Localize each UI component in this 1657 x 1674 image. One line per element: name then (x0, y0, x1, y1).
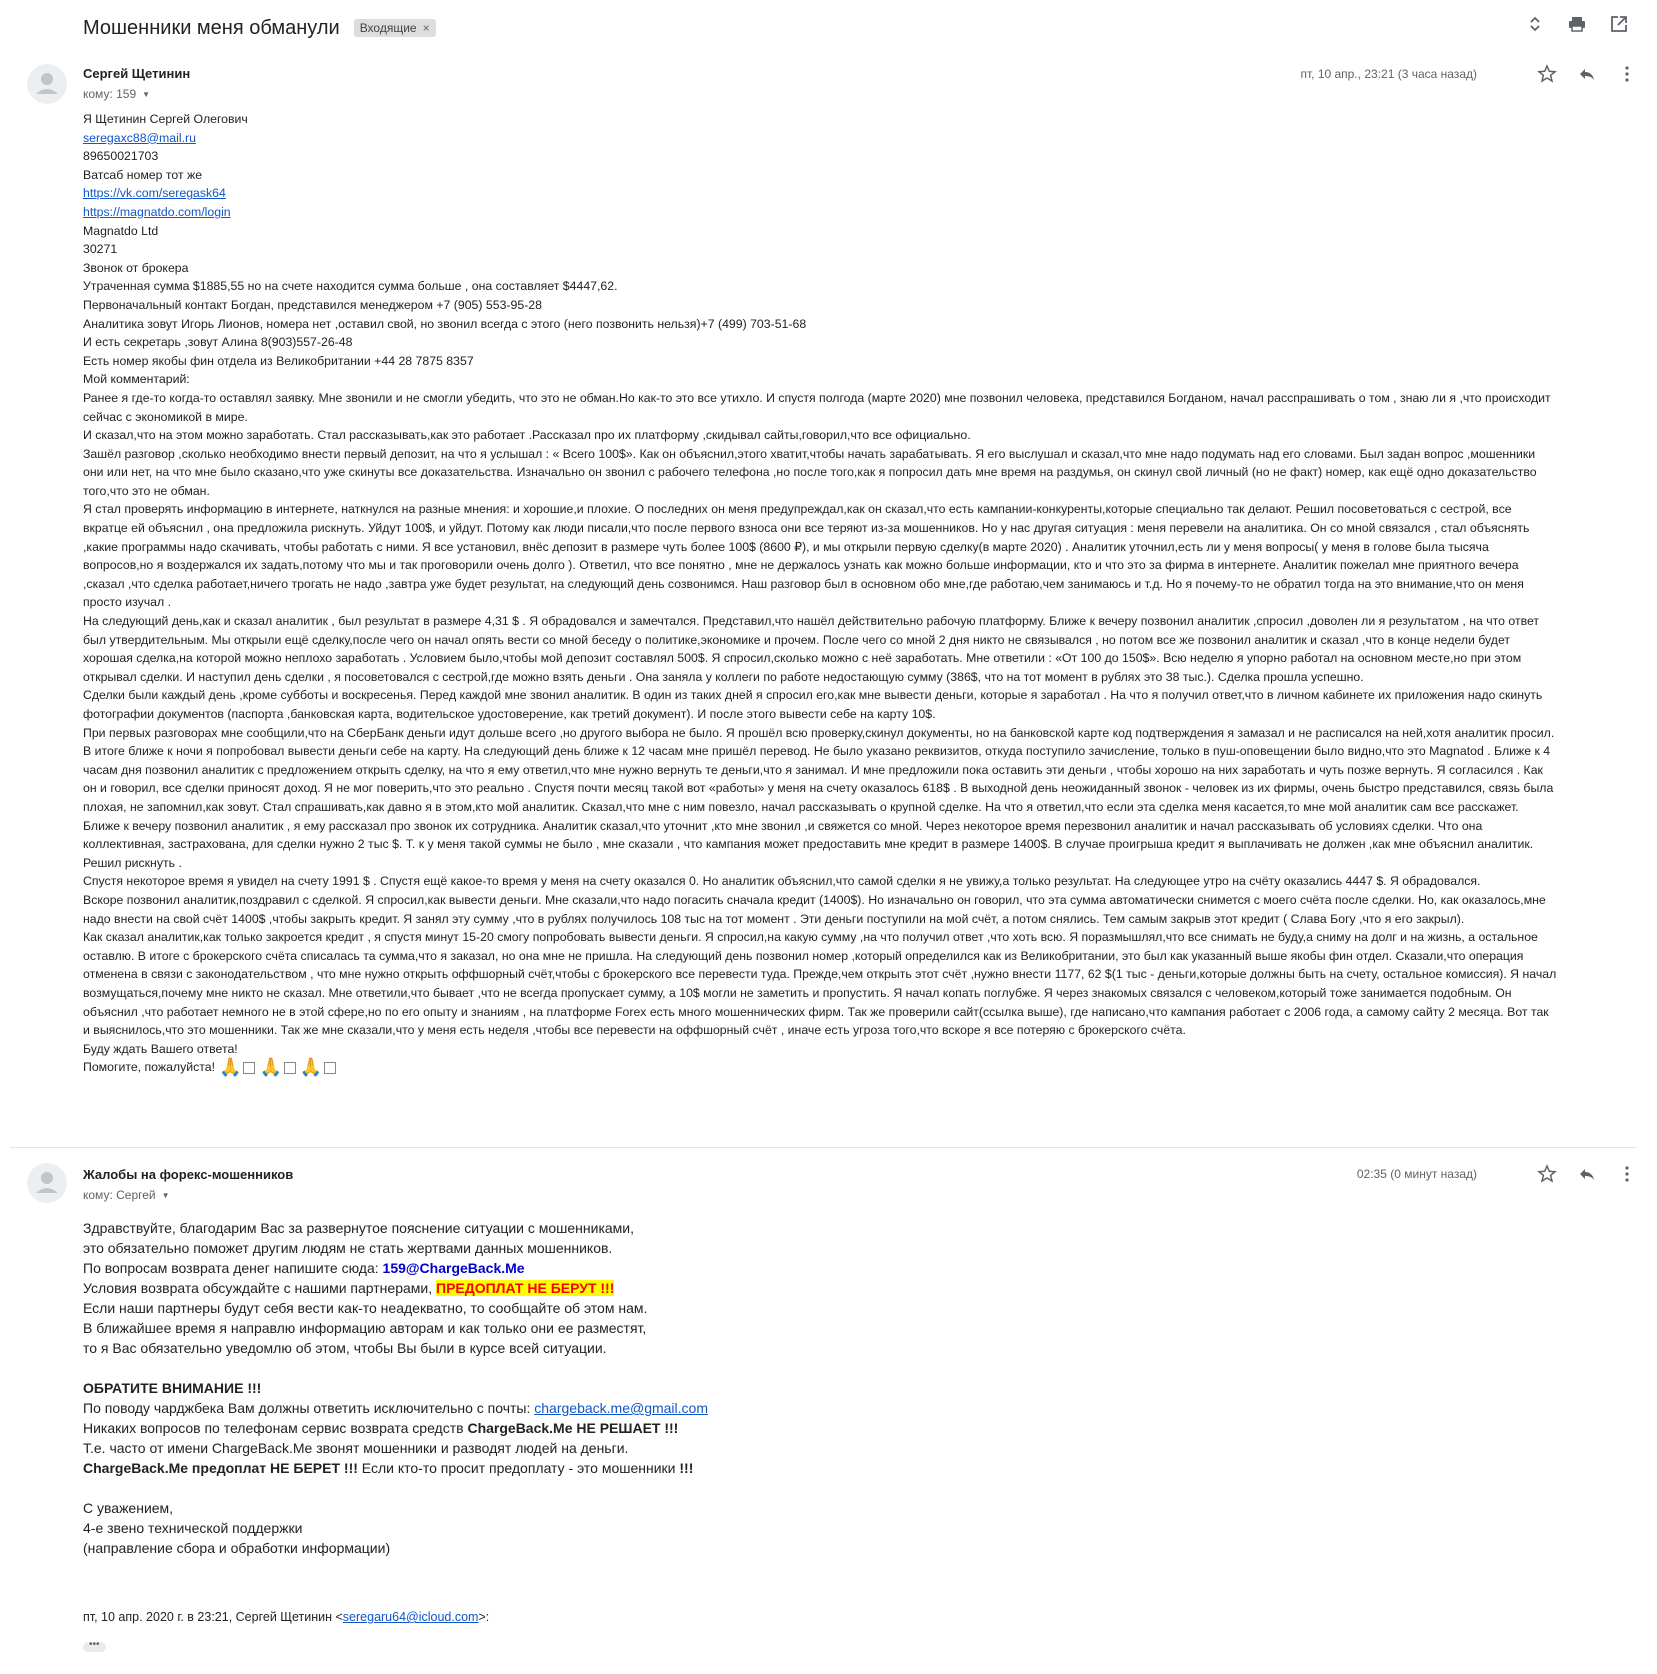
open-in-new-window-icon[interactable] (1609, 14, 1629, 34)
sender-avatar[interactable] (27, 64, 67, 104)
recipient-details-icon[interactable]: ▼ (142, 90, 151, 100)
reply-icon[interactable] (1577, 1164, 1597, 1184)
body-line: Здравствуйте, благодарим Вас за развернутое пояснение ситуации с мошенниками, (83, 1220, 635, 1236)
fraud-line: Т.е. часто от имени ChargeBack.Me звонят мошенники и разводят людей на деньги. (83, 1440, 629, 1456)
more-options-icon[interactable] (1617, 1164, 1637, 1184)
terms-line (83, 1278, 983, 1298)
body-line: Как сказал аналитик,как только закроется кредит , я спустя минут 15-20 смогу попробовать вывести деньги. Я спросил,на какую сумму ,на что получил ответ ,что хоть всю. Я поразмышлял,что все снимать не буду,а сниму на долг и на жизнь, а остальное (83, 930, 1538, 945)
print-icon[interactable] (1567, 14, 1587, 34)
message-timestamp: 02:35 (0 минут назад) (1356, 1167, 1477, 1181)
chargeback-prefix: По поводу чарджбека Вам должны ответить исключительно с почты: (83, 1400, 535, 1416)
email-link[interactable]: seregaxc88@mail.ru (83, 130, 196, 145)
body-line: надо внести на свой счёт 1400$ ,чтобы закрыть кредит. Я занял эту сумму ,что в рублях получилось 108 тыс на тот момент . Эти деньги поступили на мой счёт, а потом снялись. Тем самым закрыв этот кредит ( Слава Богу ,что я его закрыл). (83, 911, 1465, 926)
body-line: Ватсаб номер тот же (83, 167, 203, 182)
body-line: Если наши партнеры будут себя вести как-то неадекватно, то сообщайте об этом нам. (83, 1300, 648, 1316)
recipient-line[interactable] (83, 87, 150, 101)
body-line: того,что это не обман. (83, 483, 210, 498)
body-line: то я Вас обязательно уведомлю об этом, чтобы Вы были в курсе всей ситуации. (83, 1340, 607, 1356)
message-timestamp: пт, 10 апр., 23:21 (3 часа назад) (1300, 67, 1477, 81)
body-line: И сказал,что на этом можно заработать. Стал рассказывать,как это работает .Рассказал про их платформу ,скидывал сайты,говорил,что все официально. (83, 428, 971, 443)
recipient-text: кому: Сергей (83, 1188, 156, 1202)
body-line: был утвердительным. Мы открыли ещё сделку,после чего он начал опять вести со мной беседу о политике,экономике и прочем. После чего со мной 2 дня никто не связывался , но потом все же позвонил аналитик и сказал ,что в конце недели будет (83, 632, 1511, 647)
closing-text: Помогите, пожалуйста! (83, 1060, 216, 1075)
signature-line: 4-е звено технической поддержки (83, 1520, 303, 1536)
phone-line (83, 1418, 983, 1438)
prepay-bold: ChargeBack.Me предоплат НЕ БЕРЕТ !!! (83, 1460, 358, 1476)
thread-actions (1525, 14, 1629, 34)
body-line: Первоначальный контакт Богдан, представился менеджером +7 (905) 553-95-28 (83, 297, 542, 312)
closing-line (83, 1058, 1637, 1077)
chargeback-email-link[interactable]: chargeback.me@gmail.com (534, 1400, 708, 1416)
message-actions (1537, 64, 1637, 84)
message-divider (10, 1147, 1637, 1148)
body-line: Сделки были каждый день ,кроме субботы и воскресенья. Перед каждой мне звонил аналитик. В один из таких дней я спросил его,как мне вывести деньги, которые я заработал . На что я получил ответ,что в личном кабинете их приложения надо скинуть (83, 688, 1543, 703)
body-line: Зашёл разговор ,сколько необходимо внести первый депозит, на что я услышал : « Всего 100$». Как он объяснил,этого хватит,чтобы начать зарабатывать. Я его выслушал и сказал,что мне надо подумать над его словами. Был задан вопрос ,мошенники (83, 446, 1536, 461)
body-line: открывал сделки. И наступил день сделки , я посоветовался с сестрой,где можно взять деньги . Она заняла у коллеги по работе недостающую сумму (386$, что на тот момент в рублях это 38 тыс.). Сделка прошла успешно. (83, 669, 1364, 684)
reply-icon[interactable] (1577, 64, 1597, 84)
missing-glyph-icon (324, 1062, 336, 1074)
prepay-rest: Если кто-то просит предоплату - это мошенники (357, 1460, 680, 1476)
body-line: объяснил ,что работает немного не в этой сфере,но по его опыту и знаниям , на платформе Forex есть много мошеннических фирм. Так же проверили сайт(ссылка выше), где написано,что кампания работает с 2006 года, а самому сайту 2 месяца. Вот так (83, 1004, 1549, 1019)
body-line: Мой комментарий: (83, 372, 190, 387)
recipient-text: кому: 159 (83, 87, 137, 101)
praying-hands-emoji-icon: 🙏 (259, 1057, 282, 1078)
body-line: Есть номер якобы фин отдела из Великобритании +44 28 7875 8357 (83, 353, 474, 368)
body-line: они или нет, на что мне было сказано,что уже скинуты все доказательства. Изначально он звонил с рабочего телефона ,но после того,как я попросил дать мне время на раздумья, он скинул свой личный (но не факт) номер, как ещё одно доказательство (83, 465, 1537, 480)
quote-prefix: пт, 10 апр. 2020 г. в 23:21, Сергей Щетинин < (83, 1610, 343, 1624)
reply-body (83, 1218, 983, 1558)
message-body (83, 110, 1637, 1077)
body-line: Спустя некоторое время я увидел на счету 1991 $ . Спустя ещё какое-то время у меня на счету оказался 0. Но аналитик объяснил,что самой сделки я не увижу,а только результат. На следующее утро на счёту оказались 4447 $. Я обрадовался. (83, 874, 1481, 889)
body-line: Аналитика зовут Игорь Лионов, номера нет ,оставил свой, но звонил всегда с этого (него позвонить нельзя)+7 (499) 703-51-68 (83, 316, 807, 331)
body-line: коллективная, застрахована, для сделки нужно 2 тыс $. Т. к у меня такой суммы не было , мне сказали , что кампания может предоставить мне кредит в размере 1400$. В случае проигрыша кредит я выплачивать не должен ,как мне объяснил аналитик. (83, 837, 1534, 852)
refund-email[interactable]: 159@ChargeBack.Me (382, 1260, 525, 1276)
thread-subject: Мошенники меня обманули (83, 16, 340, 39)
label-chip-text: Входящие (359, 21, 417, 35)
body-line: Буду ждать Вашего ответа! (83, 1041, 238, 1056)
body-line: В ближайшее время я направлю информацию авторам и как только они ее разместят, (83, 1320, 647, 1336)
quote-suffix: >: (478, 1610, 490, 1624)
body-line: 30271 (83, 242, 118, 257)
quote-email-link[interactable]: seregaru64@icloud.com (342, 1610, 479, 1624)
sender-name[interactable]: Сергей Щетинин (83, 66, 191, 81)
subject-bar (83, 12, 436, 44)
body-line: это обязательно поможет другим людям не стать жертвами данных мошенников. (83, 1240, 613, 1256)
body-line: Ранее я где-то когда-то оставлял заявку. Мне звонили и не смогли убедить, что это не обман.Но как-то это все утихло. И спустя полгода (марте 2020) мне позвонил человека, представился Богданом, начал расспрашивать о том , знаю ли я ,что происходит (83, 390, 1551, 405)
body-line: ,сказал ,что сделка работает,ничего трогать не надо ,завтра уже будет результат, на следующий день созвонимся. Наш разговор был в основном обо мне,где работаю,чем занимаюсь и т.д. Но я почему-то не обратил тогда на это внимание,что он меня (83, 576, 1524, 591)
body-line: вопросов,но я воздержался их задать,потому что мы и так проговорили очень долго ). Ответил, что все понятно , мне не держалось узнать как можно больше информации, кто и что это за фирма в интернете. Аналитик пожелал мне приятного вечера (83, 558, 1519, 573)
body-line: возмущаться,почему мне никто не сказал. Мне ответили,что бывает ,что не всегда пропускает сумму, а 10$ могли не заметить и пропустить. Я начал копать поглубже. Я через знакомых связался с человеком,который тоже занимается подобным. Он (83, 985, 1512, 1000)
body-line: При первых разговорах мне сообщили,что на СберБанк деньги идут дольше всего ,но другого выбора не было. Я прошёл всю проверку,скинул документы, но на банковской карте код подтверждения я замазал и не расписался на ней,хотя аналитик просил. (83, 725, 1555, 740)
missing-glyph-icon (243, 1062, 255, 1074)
body-line: хорошая сделка,на которой можно неплохо заработать . Условием было,чтобы мой депозит составлял 500$. Я спросил,сколько можно с неё заработать. Мне ответили : «От 100 до 150$». Всю неделю я упорно работал на основном месте,но при этом (83, 651, 1522, 666)
praying-hands-emoji-icon: 🙏 (219, 1057, 242, 1078)
body-line: оставлю. В итоге с брокерского счёта списалась та сумма,что я заказал, но она мне не пришла. На следующий день позвонил номер ,который определился как из Великобритании, это был как указанный выше якобы фин отдел. Сказали,что операция (83, 948, 1524, 963)
body-line: отменена в связи с законодательством , что мне нужно открыть оффшорный счёт,чтобы с брокерского все перевести туда. Прежде,чем открыть этот счёт ,нужно внести 1177, 62 $(1 тыс - деньги,которые должны быть на счету, остальное комиссия). Я начал (83, 967, 1557, 982)
body-line: Magnatdo Ltd (83, 223, 159, 238)
praying-hands-emoji-icon: 🙏 (299, 1057, 323, 1078)
body-line: Звонок от брокера (83, 260, 189, 275)
label-chip-inbox[interactable] (354, 19, 436, 37)
body-line: фотографии документов (паспорта ,банковская карта, водительское удостоверение, как третий документ). И после этого вывести себе на карту 10$. (83, 707, 936, 721)
show-trimmed-content-button[interactable]: ••• (83, 1642, 106, 1652)
body-line: просто изучал . (83, 595, 172, 610)
phone-prefix: Никаких вопросов по телефонам сервис возврата средств (83, 1420, 468, 1436)
body-line: 89650021703 (83, 149, 159, 164)
body-line: он и говорил, все сделки приносят доход. Я не мог поверить,что это реально . Спустя почти месяц такой вот «работы» у меня на счету оказалось 618$ . В выходной день неожиданный звонок - человек из их фирмы, очень быстро представился, связь была (83, 781, 1554, 796)
magnatdo-link[interactable]: https://magnatdo.com/login (83, 204, 231, 219)
body-line: В итоге ближе к ночи я попробовал вывести деньги себе на карту. На следующий день ближе к 12 часам мне пришёл перевод. Не было указано реквизитов, откуда поступило зачисление, только в пуш-оповещении было видно,что это Magnatod . Ближе к 4 (83, 744, 1551, 759)
more-options-icon[interactable] (1617, 64, 1637, 84)
quoted-header (83, 1610, 489, 1624)
body-line: Решил рискнуть . (83, 855, 182, 870)
body-line: Ближе к вечеру позвонил аналитик , я ему рассказал про звонок их сотрудника. Аналитик сказал,что уточнит ,кто мне звонил ,и свяжется со мной. Через некоторое время перезвонил аналитик и начал рассказывать об условиях сделки. Что она (83, 818, 1483, 833)
body-line: вкратце ей объяснил , она предложила рискнуть. Уйдут 100$, и уйдут. Потому как люди писали,что после первого взноса они все теряют из-за мошенников. Но у нас другая ситуация : меня перевели на аналитика. Он со мной связался , стал объяснять (83, 521, 1530, 536)
prepay-excl: !!! (679, 1460, 694, 1476)
message-actions (1537, 1164, 1637, 1184)
phone-bold: ChargeBack.Me НЕ РЕШАЕТ !!! (467, 1420, 679, 1436)
star-icon[interactable] (1537, 1164, 1557, 1184)
vk-link[interactable]: https://vk.com/seregask64 (83, 186, 226, 201)
missing-glyph-icon (284, 1062, 296, 1074)
recipient-line[interactable] (83, 1188, 170, 1202)
chargeback-email-line (83, 1398, 983, 1418)
refund-prefix: По вопросам возврата денег напишите сюда: (83, 1260, 383, 1276)
body-line: Я Щетинин Сергей Олегович (83, 112, 248, 126)
body-line: Я стал проверять информацию в интернете, наткнулся на разные мнения: и хорошие,и плохие. О последних он меня предупреждал,как он сказал,что есть кампании-конкуренты,которые специально так делают. Решил посоветоваться с сестрой, все (83, 502, 1512, 517)
body-line: часам дня позвонил аналитик с предложением открыть сделку, на что я ему ответил,что мне нужно вернуть те деньги,что я занимал. И мне предложили пока оставить эти деньги , чтобы хорошо на них заработать и чуть позже вернуть. Я согласился . Как (83, 762, 1543, 777)
body-line: и выяснилось,что это мошенники. Так же мне сказали,что у меня есть неделя ,чтобы все перевести на оффшорный счёт , иначе есть угроза того,что вскоре я все потеряю с брокерского счёта. (83, 1023, 1186, 1038)
prepay-line (83, 1458, 983, 1478)
body-line: сейчас с экономикой в мире. (83, 409, 248, 424)
refund-line (83, 1258, 983, 1278)
star-icon[interactable] (1537, 64, 1557, 84)
body-line: ,какие программы надо скачивать, чтобы работать с ними. Я все установил, внёс депозит в размере чуть более 100$ (8600 ₽), и мы открыли первую сделку(в марте 2020) . Аналитик уточнил,есть ли у меня вопросы( у меня в голове была тысяча (83, 539, 1489, 554)
terms-prefix: Условия возврата обсуждайте с нашими партнерами, (83, 1280, 437, 1296)
body-line: Вскоре позвонил аналитик,поздравил с сделкой. Я спросил,как вывести деньги. Мне сказали,что надо погасить сначала кредит (1400$). Но изначально он говорил, что эта сумма автоматически снимется с моего счёта после сделки. Но, как оказалось,мне (83, 892, 1546, 907)
label-remove-icon[interactable]: × (422, 21, 430, 35)
recipient-details-icon[interactable]: ▼ (161, 1191, 170, 1201)
attention-heading: ОБРАТИТЕ ВНИМАНИЕ !!! (83, 1380, 262, 1396)
expand-all-icon[interactable] (1525, 14, 1545, 34)
sender-name[interactable]: Жалобы на форекс-мошенников (83, 1167, 294, 1182)
body-line: На следующий день,как и сказал аналитик , был результат в размере 4,31 $ . Я обрадовался и замечтался. Представил,что нашёл действительно рабочую платформу. Ближе к вечеру позвонил аналитик ,спросил ,доволен ли я результатом , на что ответ (83, 614, 1540, 629)
body-line: плохая, не запомнил,как зовут. Стал спрашивать,как давно я в этом,кто мой аналитик. Сказал,что мне с ним повезло, начал рассказывать о крупной сделке. На что я ответил,что если эта сделка меня касается,то мне мой аналитик сам все расскажет. (83, 799, 1519, 814)
signature-line: С уважением, (83, 1500, 174, 1516)
sender-avatar[interactable] (27, 1163, 67, 1203)
no-prepay-highlight: ПРЕДОПЛАТ НЕ БЕРУТ !!! (436, 1280, 615, 1296)
signature-line: (направление сбора и обработки информации) (83, 1540, 391, 1556)
body-line: И есть секретарь ,зовут Алина 8(903)557-26-48 (83, 335, 353, 350)
body-line: Утраченная сумма $1885,55 но на счете находится сумма больше , она составляет $4447,62. (83, 279, 618, 294)
